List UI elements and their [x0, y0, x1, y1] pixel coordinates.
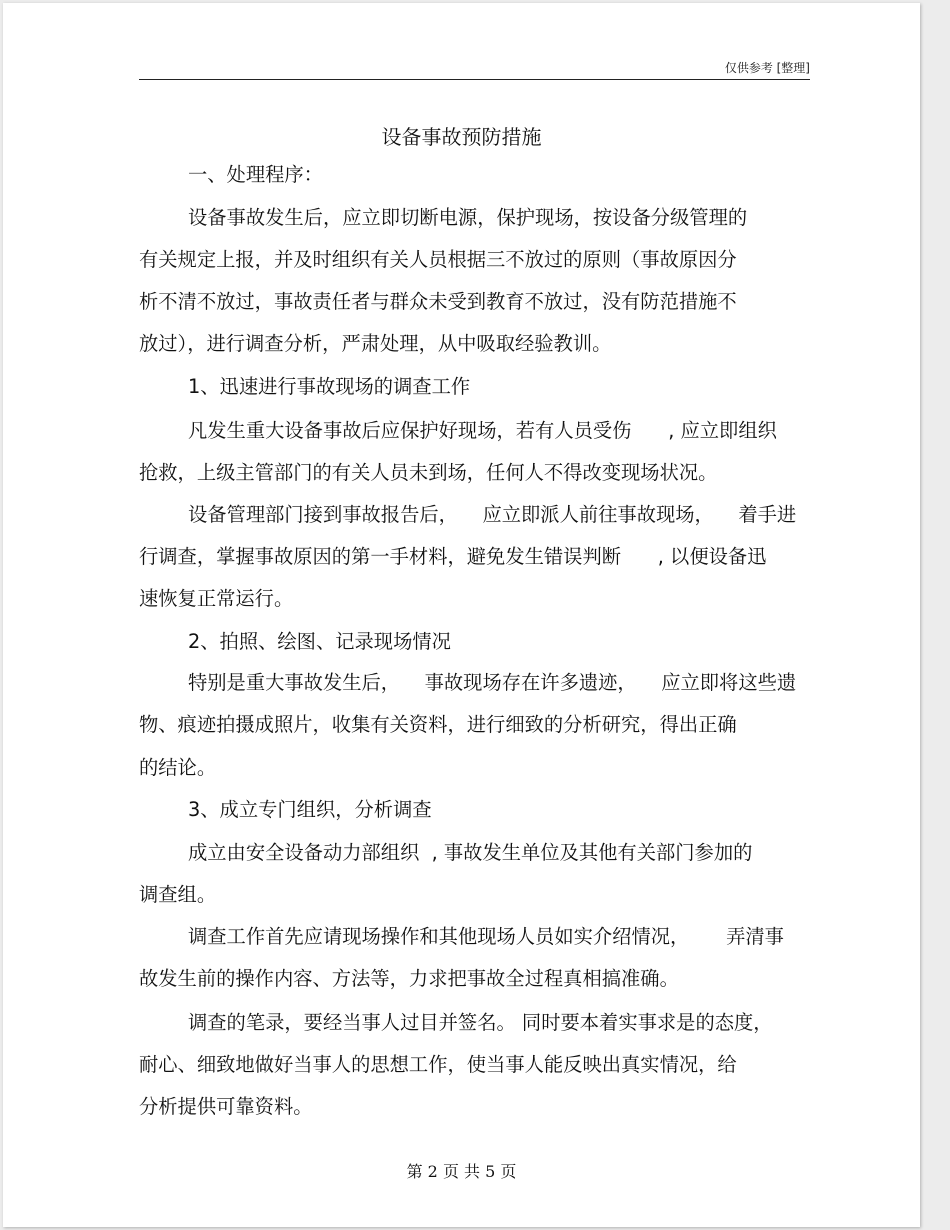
paragraph-line: 成立由安全设备动力部组织 , 事故发生单位及其他有关部门参加的 [188, 841, 753, 864]
paragraph-line: 速恢复正常运行。 [139, 587, 294, 610]
paragraph-line: 放过），进行调查分析，严肃处理，从中吸取经验教训。 [139, 332, 612, 355]
paragraph-line: 的结论。 [139, 756, 217, 779]
subsection-heading: 3、成立专门组织，分析调查 [188, 798, 432, 821]
section-heading: 一、处理程序： [188, 163, 323, 186]
paragraph-line: 调查组。 [139, 883, 217, 906]
subsection-heading: 1、迅速进行事故现场的调查工作 [188, 375, 471, 398]
paragraph-line: 有关规定上报，并及时组织有关人员根据三不放过的原则（事故原因分 [139, 248, 737, 271]
paragraph-line: 析不清不放过，事故责任者与群众未受到教育不放过，没有防范措施不 [139, 290, 737, 313]
paragraph-line: 调查工作首先应请现场操作和其他现场人员如实介绍情况， 弄清事 [188, 925, 784, 948]
paragraph-line: 凡发生重大设备事故后应保护好现场，若有人员受伤 , 应立即组织 [188, 419, 777, 442]
paragraph-line: 特别是重大事故发生后， 事故现场存在许多遗迹， 应立即将这些遗 [188, 671, 797, 694]
paragraph-line: 耐心、细致地做好当事人的思想工作，使当事人能反映出真实情况，给 [139, 1053, 737, 1076]
subsection-heading: 2、拍照、绘图、记录现场情况 [188, 630, 451, 653]
document-title: 设备事故预防措施 [381, 125, 542, 149]
paragraph-line: 调查的笔录，要经当事人过目并签名。 同时要本着实事求是的态度， [188, 1011, 773, 1034]
paragraph-line: 分析提供可靠资料。 [139, 1095, 313, 1118]
header-note: 仅供参考 [整理] [724, 61, 810, 75]
paragraph-line: 物、痕迹拍摄成照片，收集有关资料，进行细致的分析研究，得出正确 [139, 713, 737, 736]
document-page [3, 3, 920, 1227]
paragraph-line: 行调查，掌握事故原因的第一手材料，避免发生错误判断 , 以便设备迅 [139, 545, 767, 568]
header-rule [139, 79, 810, 80]
page-number: 第 2 页 共 5 页 [406, 1162, 517, 1181]
paragraph-line: 设备管理部门接到事故报告后， 应立即派人前往事故现场， 着手进 [188, 503, 797, 526]
paragraph-line: 抢救，上级主管部门的有关人员未到场，任何人不得改变现场状况。 [139, 461, 718, 484]
paragraph-line: 故发生前的操作内容、方法等，力求把事故全过程真相搞准确。 [139, 967, 679, 990]
paragraph-line: 设备事故发生后，应立即切断电源，保护现场，按设备分级管理的 [188, 206, 748, 229]
